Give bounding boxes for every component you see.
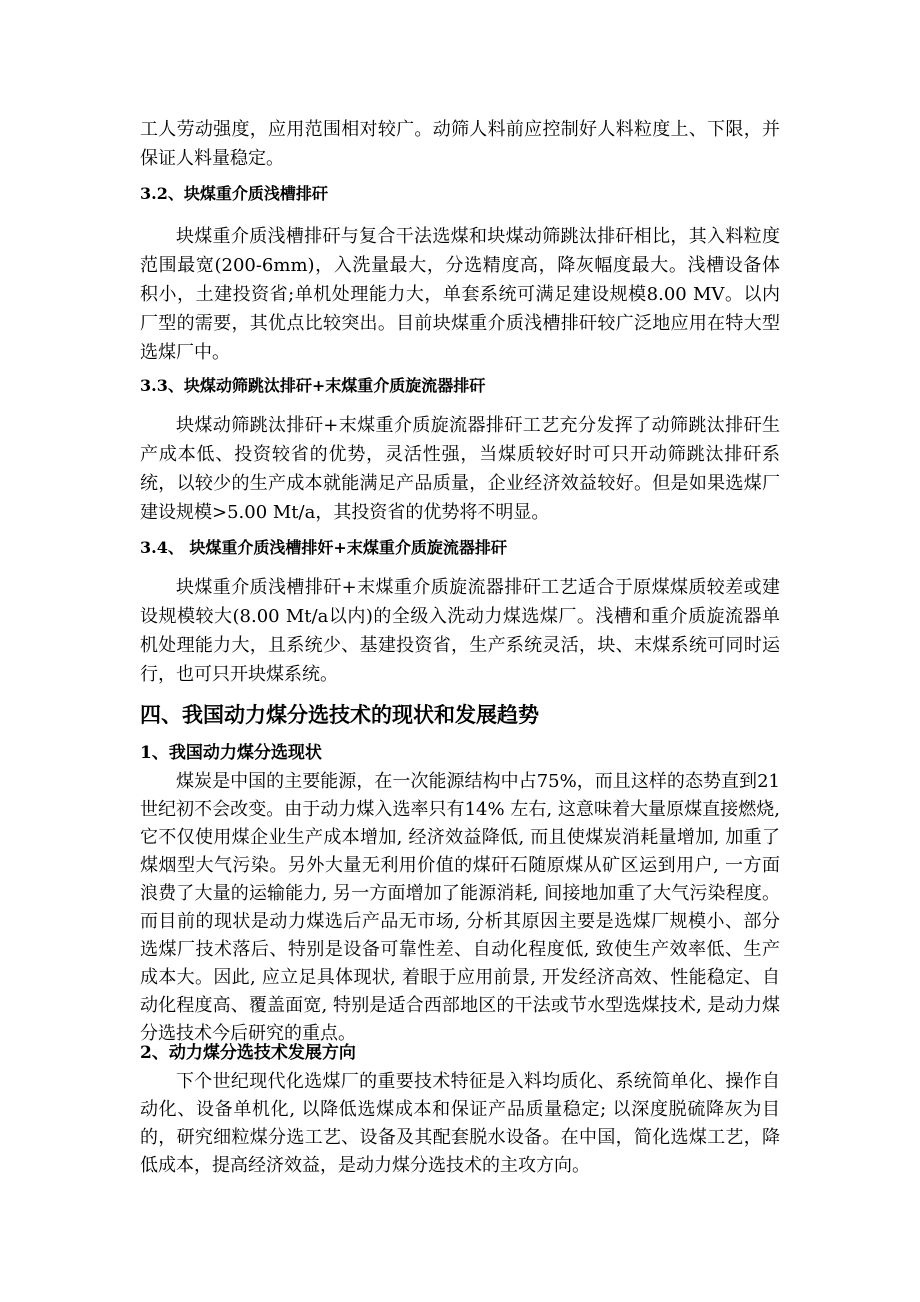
section-3-3-heading: 3.3、块煤动筛跳汰排矸+末煤重介质旋流器排矸 [140, 376, 486, 395]
chapter-4-heading: 四、我国动力煤分选技术的现状和发展趋势 [140, 702, 539, 727]
section-4-1-paragraph: 煤炭是中国的主要能源，在一次能源结构中占75%，而且这样的态势直到21世纪初不会改变。由于动力煤入选率只有14% 左右, 这意味着大量原煤直接燃烧, 它不仅使用煤企业生产成本增加, 经济效益降低, 而且使煤炭消耗量增加, 加重了煤烟型大气污染。另外大量无利用价值的煤矸石随原煤从矿区运到用户, 一方面浪费了大量的运输能力, 另一方面增加了能源消耗, 间接地加重了大气污染程度。而目前的现状是动力煤选后产品无市场, 分析其原因主要是选煤厂规模小、部分选煤厂技术落后、特别是设备可靠性差、自动化程度低, 致使生产效率低、生产成本大。因此, 应立足具体现状, 着眼于应用前景, 开发经济高效、性能稳定、自动化程度高、覆盖面宽, 特别是适合西部地区的干法或节水型选煤技术, 是动力煤分选技术今后研究的重点。 [140, 771, 780, 1044]
section-4-2-heading: 2、动力煤分选技术发展方向 [140, 1043, 356, 1063]
section-4-2-paragraph: 下个世纪现代化选煤厂的重要技术特征是入料均质化、系统简单化、操作自动化、设备单机化, 以降低选煤成本和保证产品质量稳定; 以深度脱硫降灰为目的，研究细粒煤分选工艺、设备及其配套脱水设备。在中国，简化选煤工艺，降低成本，提高经济效益，是动力煤分选技术的主攻方向。 [140, 1071, 780, 1176]
section-3-2-heading: 3.2、块煤重介质浅槽排矸 [140, 184, 328, 203]
section-3-4-heading: 3.4、 块煤重介质浅槽排奸+末煤重介质旋流器排矸 [140, 538, 507, 557]
section-3-3-paragraph: 块煤动筛跳汰排矸+末煤重介质旋流器排矸工艺充分发挥了动筛跳汰排矸生产成本低、投资较省的优势，灵活性强，当煤质较好时可只开动筛跳汰排矸系统，以较少的生产成本就能满足产品质量，企业经济效益较好。但是如果选煤厂建设规模>5.00 Mt/a，其投资省的优势将不明显。 [140, 415, 780, 523]
intro-paragraph: 工人劳动强度，应用范围相对较广。动筛人料前应控制好人料粒度上、下限，并保证人料量稳定。 [140, 119, 780, 169]
section-3-2-paragraph: 块煤重介质浅槽排矸与复合干法选煤和块煤动筛跳汰排矸相比，其入料粒度范围最宽(200-6mm)，入洗量最大，分选精度高，降灰幅度最大。浅槽设备体积小，土建投资省;单机处理能力大，单套系统可满足建设规模8.00 MV。以内厂型的需要，其优点比较突出。目前块煤重介质浅槽排矸较广泛地应用在特大型选煤厂中。 [140, 226, 780, 363]
section-3-4-paragraph: 块煤重介质浅槽排矸+末煤重介质旋流器排矸工艺适合于原煤煤质较差或建设规模较大(8.00 Mt/a以内)的全级入洗动力煤选煤厂。浅槽和重介质旋流器单机处理能力大，且系统少、基建投资省，生产系统灵活，块、末煤系统可同时运行，也可只开块煤系统。 [140, 577, 780, 685]
section-4-1-heading: 1、我国动力煤分选现状 [140, 743, 322, 763]
